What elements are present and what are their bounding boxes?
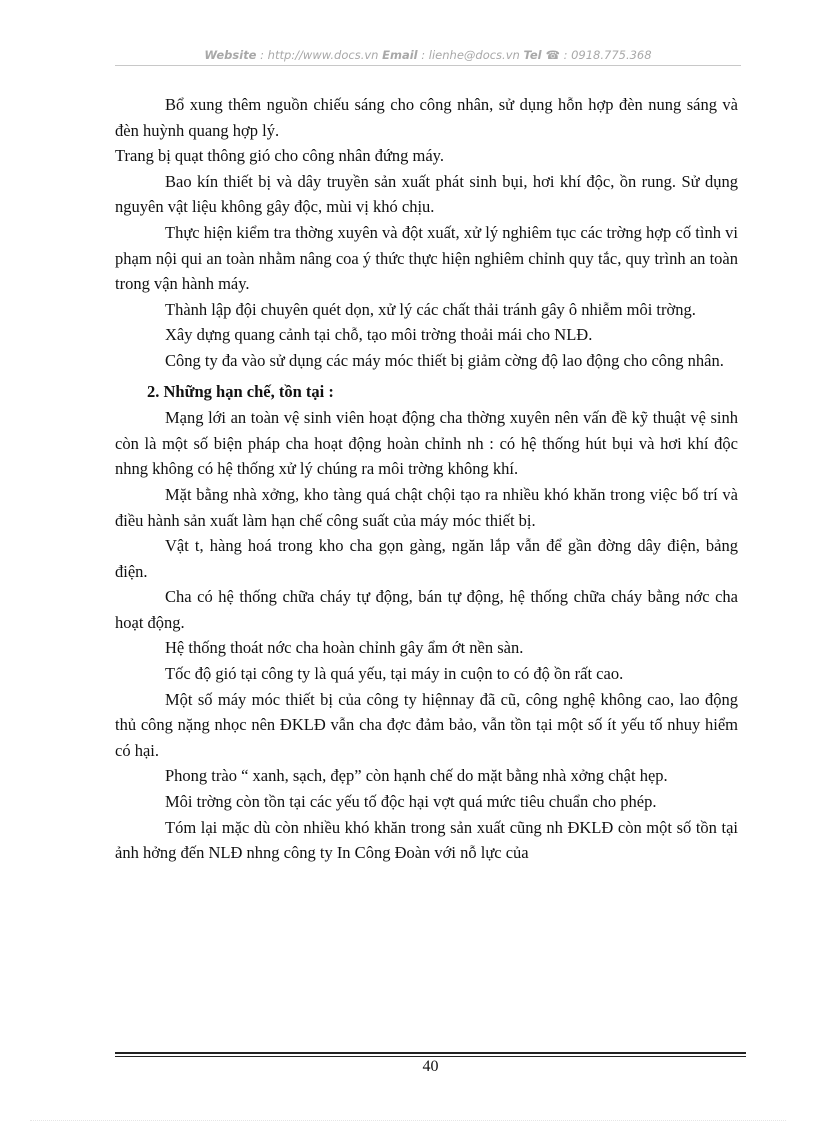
page-header [115,48,741,62]
footer-divider [115,1052,746,1057]
section-heading: 2. Những hạn chế, tồn tại : [147,381,334,401]
paragraph: Thực hiện kiểm tra thờng xuyên và đột xuất, xử lý nghiêm tục các trờng hợp cố tình vi phạm nội qui an toàn nhằm nâng coa ý thức thực hiện nghiêm chỉnh quy tắc, quy trình an toàn trong vận hành máy. [115,222,738,294]
header-divider [115,65,741,66]
paragraph: Một số máy móc thiết bị của công ty hiệnnay đã cũ, công nghệ không cao, lao động thủ công nặng nhọc nên ĐKLĐ vẫn cha đợc đảm bảo, vẫn tồn tại một số ít yếu tố nhuy hiểm có hại. [115,689,738,760]
document-body [115,92,738,866]
paragraph: Bao kín thiết bị và dây truyền sản xuất phát sinh bụi, hơi khí độc, ồn rung. Sử dụng nguyên vật liệu không gây độc, mùi vị khó chịu. [115,171,738,217]
paragraph: Vật t, hàng hoá trong kho cha gọn gàng, ngăn lắp vẫn để gần đờng dây điện, bảng điện. [115,536,738,581]
email-label: Email [382,48,418,62]
page-number: 40 [422,1058,439,1075]
page-bottom-edge [30,1120,786,1121]
paragraph: Môi trờng còn tồn tại các yếu tố độc hại vợt quá mức tiêu chuẩn cho phép. [165,792,657,812]
paragraph: Mạng lới an toàn vệ sinh viên hoạt động cha thờng xuyên nên vấn đề kỹ thuật vệ sinh còn là một số biện pháp cha hoạt động hoàn chỉnh nh : có hệ thống hút bụi và hơi khí độc nhng không có hệ thống xử lý chúng ra môi trờng không khí. [115,408,738,479]
tel-label: Tel ☎ [523,48,560,62]
tel-value: : 0918.775.368 [563,48,652,62]
paragraph: Hệ thống thoát nớc cha hoàn chỉnh gây ẩm ớt nền sàn. [165,638,524,658]
email-value: : lienhe@docs.vn [421,48,520,62]
paragraph: Mặt bằng nhà xởng, kho tàng quá chật chội tạo ra nhiều khó khăn trong việc bố trí và điều hành sản xuất làm hạn chế công suất của máy móc thiết bị. [115,484,738,530]
paragraph: Phong trào “ xanh, sạch, đẹp” còn hạnh chế do mặt bằng nhà xởng chật hẹp. [165,766,668,786]
paragraph: Trang bị quạt thông gió cho công nhân đứng máy. [115,146,444,166]
website-label: Website [204,48,257,62]
paragraph: Thành lập đội chuyên quét dọn, xử lý các chất thải tránh gây ô nhiễm môi trờng. [165,299,696,319]
paragraph: Tóm lại mặc dù còn nhiều khó khăn trong sản xuất cũng nh ĐKLĐ còn một số tồn tại ảnh hởng đến NLĐ nhng công ty In Công Đoàn với nỗ lực của [115,817,738,863]
paragraph: Bổ xung thêm nguồn chiếu sáng cho công nhân, sử dụng hỗn hợp đèn nung sáng và đèn huỳnh quang hợp lý. [115,95,738,140]
paragraph: Công ty đa vào sử dụng các máy móc thiết bị giảm cờng độ lao động cho công nhân. [165,350,724,370]
website-value: : http://www.docs.vn [260,48,379,62]
paragraph: Tốc độ gió tại công ty là quá yếu, tại máy in cuộn to có độ ồn rất cao. [165,664,624,684]
paragraph: Xây dựng quang cảnh tại chỗ, tạo môi trờng thoải mái cho NLĐ. [165,325,593,345]
paragraph: Cha có hệ thống chữa cháy tự động, bán tự động, hệ thống chữa cháy bằng nớc cha hoạt động. [115,587,738,632]
